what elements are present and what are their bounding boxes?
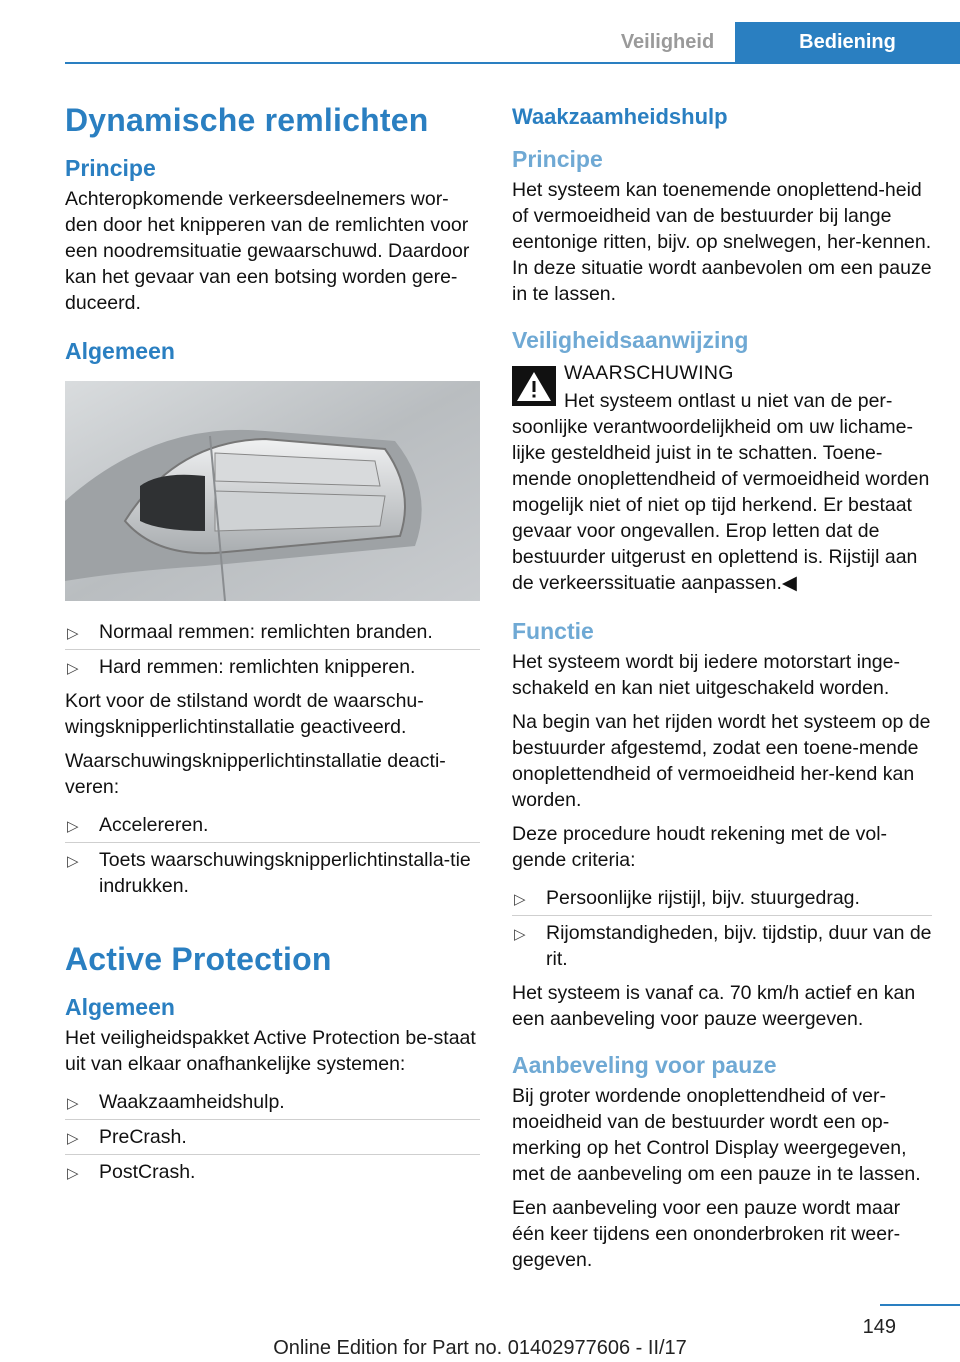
- tab-veiligheid[interactable]: Veiligheid: [600, 22, 735, 62]
- warning-triangle-icon: [512, 366, 556, 406]
- list-item: ▷ Hard remmen: remlichten knipperen.: [65, 650, 480, 684]
- header-rule: [65, 62, 960, 64]
- left-column: [65, 92, 480, 1189]
- triangle-right-icon: ▷: [67, 1130, 79, 1147]
- functie-text-4: Het systeem is vanaf ca. 70 km/h actief en kan een aanbeveling voor pauze weergeven.: [512, 982, 916, 1030]
- heading-functie: Functie: [512, 618, 594, 644]
- deactiveren-text: Waarschuwingsknipperlichtinstallatie deacti-veren:: [65, 750, 446, 798]
- deactiveren-list: [65, 808, 480, 903]
- functie-text-1: Het systeem wordt bij iedere motorstart inge-schakeld en kan niet uitgeschakeld worden.: [512, 651, 900, 699]
- footer-rule: [880, 1304, 960, 1306]
- warning-block: [512, 360, 932, 596]
- functie-text-2: Na begin van het rijden wordt het systeem op de bestuurder afgestemd, zodat een toene-mende onoplettendheid of vermoeidheid her-kend kan worden.: [512, 711, 931, 811]
- warning-title: WAARSCHUWING: [564, 362, 734, 384]
- heading-algemeen: Algemeen: [65, 338, 175, 364]
- triangle-right-icon: ▷: [67, 625, 79, 642]
- right-column: [512, 92, 932, 1281]
- triangle-right-icon: ▷: [67, 660, 79, 677]
- heading-principe: Principe: [65, 155, 156, 181]
- heading-algemeen-2: Algemeen: [65, 994, 175, 1020]
- warning-text: Het systeem ontlast u niet van de per-soonlijke verantwoordelijkheid om uw lichame-lijke gesteldheid juist in te schatten. Toene-mende onoplettendheid of vermoeidheid worden mogelijk niet of niet op tijd herkend. Er bestaat gevaar voor ongevallen. Erop letten dat de bestuurder uitgerust en oplettend is. Rijstijl aan de verkeerssituatie aanpassen.◀: [512, 390, 930, 594]
- aanbeveling-text-2: Een aanbeveling voor een pauze wordt maar één keer tijdens een ononderbroken rit weer-gegeven.: [512, 1197, 901, 1271]
- heading-aanbeveling: Aanbeveling voor pauze: [512, 1052, 777, 1078]
- list-item: ▷ Rijomstandigheden, bijv. tijdstip, duur van de rit.: [514, 922, 932, 970]
- tail-light-image: [65, 381, 480, 601]
- tab-bediening[interactable]: Bediening: [735, 22, 960, 62]
- heading-waakzaamheidshulp: Waakzaamheidshulp: [512, 104, 728, 129]
- criteria-list: [512, 881, 932, 976]
- list-item: ▷ Accelereren.: [65, 808, 480, 843]
- list-item: ▷ Toets waarschuwingsknipperlichtinstalla-tie indrukken.: [67, 849, 471, 897]
- page-number: 149: [862, 1316, 896, 1338]
- triangle-right-icon: ▷: [67, 818, 79, 835]
- heading-veiligheidsaanwijzing: Veiligheidsaanwijzing: [512, 327, 749, 353]
- triangle-right-icon: ▷: [514, 891, 526, 908]
- list-item: ▷ PreCrash.: [65, 1120, 480, 1155]
- systemen-list: [65, 1085, 480, 1189]
- kort-text: Kort voor de stilstand wordt de waarschu-wingsknipperlichtinstallatie geactiveerd.: [65, 690, 424, 738]
- pakket-text: Het veiligheidspakket Active Protection be-staat uit van elkaar onafhankelijke systemen:: [65, 1027, 476, 1075]
- list-item: ▷ Persoonlijke rijstijl, bijv. stuurgedrag.: [512, 881, 932, 916]
- triangle-right-icon: ▷: [67, 1095, 79, 1112]
- triangle-right-icon: ▷: [67, 1165, 79, 1182]
- principe-text: Achteropkomende verkeersdeelnemers wor-den door het knipperen van de remlichten voor een noodremsituatie gewaarschuwd. Daardoor kan het gevaar van een botsing worden gere-duceerd.: [65, 188, 470, 314]
- principe-right-text: Het systeem kan toenemende onoplettend-heid of vermoeidheid van de bestuurder bij lange eentonige ritten, bijv. op snelwegen, her-kennen. In deze situatie wordt aanbevolen om een pauze in te lassen.: [512, 179, 932, 305]
- list-item: ▷ Waakzaamheidshulp.: [65, 1085, 480, 1120]
- remlichten-list: [65, 615, 480, 684]
- triangle-right-icon: ▷: [514, 926, 526, 943]
- functie-text-3: Deze procedure houdt rekening met de vol-gende criteria:: [512, 823, 888, 871]
- footer-edition: Online Edition for Part no. 01402977606 - II/17: [273, 1337, 687, 1359]
- aanbeveling-text-1: Bij groter wordende onoplettendheid of ver-moeidheid van de bestuurder wordt een op-merking op het Control Display weergegeven, met de aanbeveling om een pauze in te lassen.: [512, 1085, 921, 1185]
- triangle-right-icon: ▷: [67, 853, 79, 870]
- heading-active-protection: Active Protection: [65, 941, 332, 977]
- heading-principe-right: Principe: [512, 146, 603, 172]
- list-item: ▷ PostCrash.: [65, 1155, 480, 1189]
- list-item: ▷ Normaal remmen: remlichten branden.: [65, 615, 480, 650]
- heading-dynamische-remlichten: Dynamische remlichten: [65, 102, 429, 138]
